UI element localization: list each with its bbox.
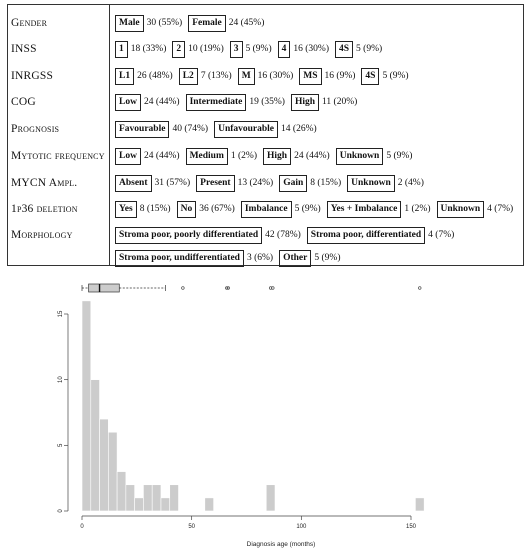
category-name: Unknown xyxy=(437,201,485,218)
row-label: Gender xyxy=(11,17,48,29)
value-line xyxy=(115,68,521,86)
category-name: Intermediate xyxy=(186,94,247,111)
category-chip xyxy=(115,227,301,244)
category-count: 5 (9%) xyxy=(314,253,341,263)
category-chip xyxy=(214,121,317,138)
category-count: 36 (67%) xyxy=(199,204,235,214)
category-count: 1 (2%) xyxy=(404,204,431,214)
row-values xyxy=(115,227,521,273)
row-values xyxy=(115,94,521,117)
value-line xyxy=(115,94,521,112)
histogram-bar xyxy=(126,485,135,511)
row-label: Mytotic frequency xyxy=(11,150,105,162)
category-count: 10 (19%) xyxy=(188,44,224,54)
row-values xyxy=(115,175,521,198)
category-count: 31 (57%) xyxy=(154,178,191,188)
category-chip xyxy=(196,175,273,192)
histogram-bar xyxy=(205,498,214,511)
category-count: 16 (30%) xyxy=(257,71,294,81)
row-label: INRGSS xyxy=(11,70,54,82)
histogram-bar xyxy=(143,485,152,511)
category-name: M xyxy=(238,68,255,85)
histogram-bar xyxy=(91,380,100,511)
category-name: Low xyxy=(115,148,141,165)
histogram-bar xyxy=(108,432,117,511)
summary-table xyxy=(7,4,524,266)
category-name: Imbalance xyxy=(241,201,292,218)
category-name: Stroma poor, undifferentiated xyxy=(115,250,244,267)
category-count: 24 (44%) xyxy=(143,151,180,161)
histogram-bar xyxy=(117,472,126,511)
row-values xyxy=(115,41,521,64)
category-count: 4 (7%) xyxy=(487,204,514,214)
category-count: 16 (9%) xyxy=(324,71,356,81)
category-name: High xyxy=(291,94,319,111)
category-count: 8 (15%) xyxy=(139,204,171,214)
x-axis-label: Diagnosis age (months) xyxy=(246,541,316,548)
boxplot-outlier xyxy=(418,287,421,290)
category-count: 7 (13%) xyxy=(200,71,232,81)
histogram-bar xyxy=(100,419,109,511)
histogram-bar xyxy=(161,498,170,511)
y-tick-label: 10 xyxy=(58,376,64,384)
category-count: 19 (35%) xyxy=(249,97,285,107)
category-chip xyxy=(238,68,294,85)
category-count: 16 (30%) xyxy=(293,44,329,54)
category-name: 4S xyxy=(335,41,353,58)
value-line xyxy=(115,41,521,59)
x-tick-label: 150 xyxy=(405,524,417,530)
category-count: 30 (55%) xyxy=(146,18,183,28)
category-chip xyxy=(115,41,166,58)
category-name: Medium xyxy=(186,148,228,165)
histogram-bar xyxy=(170,485,179,511)
category-name: Stroma poor, differentiated xyxy=(307,227,425,244)
category-name: Absent xyxy=(115,175,152,192)
value-line xyxy=(115,250,521,268)
category-chip xyxy=(263,148,330,165)
category-chip xyxy=(179,68,232,85)
category-chip xyxy=(279,250,340,267)
histogram-bar xyxy=(415,498,424,511)
boxplot-box xyxy=(89,284,120,292)
histogram-bar xyxy=(135,498,144,511)
x-tick-label: 50 xyxy=(188,524,196,530)
row-label: COG xyxy=(11,96,36,108)
category-name: Unknown xyxy=(347,175,395,192)
category-count: 8 (15%) xyxy=(310,178,342,188)
category-count: 5 (9%) xyxy=(245,44,272,54)
category-count: 5 (9%) xyxy=(294,204,321,214)
category-chip xyxy=(307,227,455,244)
category-name: L1 xyxy=(115,68,134,85)
histogram-bar xyxy=(266,485,275,511)
category-name: L2 xyxy=(179,68,198,85)
category-chip xyxy=(347,175,424,192)
category-count: 42 (78%) xyxy=(265,230,301,240)
row-values xyxy=(115,68,521,91)
boxplot xyxy=(82,284,421,292)
category-name: 4 xyxy=(278,41,291,58)
category-name: 4S xyxy=(361,68,379,85)
category-chip xyxy=(186,94,285,111)
category-chip xyxy=(172,41,223,58)
boxplot-outlier xyxy=(182,287,185,290)
category-chip xyxy=(115,68,173,85)
row-values xyxy=(115,201,521,224)
category-name: Unknown xyxy=(336,148,384,165)
category-chip xyxy=(115,15,182,32)
y-tick-label: 5 xyxy=(58,443,64,448)
row-label: INSS xyxy=(11,43,37,55)
category-name: Yes + Imbalance xyxy=(327,201,402,218)
category-count: 11 (20%) xyxy=(322,97,358,107)
row-label: 1p36 deletion xyxy=(11,203,78,215)
row-label: MYCN Ampl. xyxy=(11,177,78,189)
category-chip xyxy=(437,201,514,218)
category-count: 40 (74%) xyxy=(172,124,209,134)
category-chip xyxy=(186,148,257,165)
category-chip xyxy=(115,94,180,111)
category-name: No xyxy=(177,201,197,218)
value-line xyxy=(115,148,521,166)
category-name: Male xyxy=(115,15,144,32)
category-name: Yes xyxy=(115,201,137,218)
value-line xyxy=(115,201,521,219)
category-name: Low xyxy=(115,94,141,111)
category-chip xyxy=(230,41,272,58)
row-label: Morphology xyxy=(11,229,73,241)
category-count: 26 (48%) xyxy=(137,71,173,81)
category-count: 5 (9%) xyxy=(356,44,383,54)
category-count: 4 (7%) xyxy=(428,230,455,240)
y-tick-label: 15 xyxy=(58,310,64,318)
category-name: Present xyxy=(196,175,234,192)
value-line xyxy=(115,227,521,245)
table-divider xyxy=(109,5,110,265)
category-count: 1 (2%) xyxy=(230,151,258,161)
category-count: 14 (26%) xyxy=(281,124,317,134)
age-histogram-chart xyxy=(0,274,529,550)
category-chip xyxy=(115,175,190,192)
category-count: 2 (4%) xyxy=(397,178,424,188)
category-name: Stroma poor, poorly differentiated xyxy=(115,227,262,244)
histogram-bars xyxy=(82,301,424,511)
row-values xyxy=(115,121,521,144)
category-name: 3 xyxy=(230,41,243,58)
category-chip xyxy=(336,148,413,165)
category-name: 1 xyxy=(115,41,128,58)
histogram-bar xyxy=(82,301,91,511)
category-count: 5 (9%) xyxy=(386,151,413,161)
category-name: Gain xyxy=(279,175,307,192)
category-chip xyxy=(115,250,273,267)
category-count: 3 (6%) xyxy=(246,253,274,263)
category-name: High xyxy=(263,148,291,165)
category-chip xyxy=(241,201,321,218)
row-values xyxy=(115,15,521,38)
row-label: Prognosis xyxy=(11,123,60,135)
value-line xyxy=(115,175,521,193)
category-chip xyxy=(115,121,208,138)
category-count: 13 (24%) xyxy=(237,178,274,188)
row-values xyxy=(115,148,521,171)
category-count: 24 (44%) xyxy=(143,97,180,107)
category-name: 2 xyxy=(172,41,185,58)
category-chip xyxy=(278,41,329,58)
category-chip xyxy=(361,68,408,85)
category-chip xyxy=(279,175,341,192)
category-chip xyxy=(177,201,235,218)
category-count: 24 (45%) xyxy=(228,18,265,28)
category-chip xyxy=(115,148,180,165)
category-chip xyxy=(327,201,431,218)
category-chip xyxy=(188,15,264,32)
category-count: 5 (9%) xyxy=(382,71,409,81)
category-name: Favourable xyxy=(115,121,169,138)
x-tick-label: 0 xyxy=(80,524,84,530)
category-chip xyxy=(115,201,171,218)
value-line xyxy=(115,121,521,139)
category-name: Other xyxy=(279,250,311,267)
category-chip xyxy=(291,94,357,111)
category-chip xyxy=(299,68,355,85)
category-name: Unfavourable xyxy=(214,121,278,138)
x-tick-label: 100 xyxy=(296,524,307,530)
y-tick-label: 0 xyxy=(58,509,64,513)
category-count: 18 (33%) xyxy=(130,44,167,54)
value-line xyxy=(115,15,521,33)
histogram-bar xyxy=(152,485,161,511)
category-count: 24 (44%) xyxy=(294,151,330,161)
category-name: MS xyxy=(299,68,321,85)
category-name: Female xyxy=(188,15,226,32)
category-chip xyxy=(335,41,382,58)
